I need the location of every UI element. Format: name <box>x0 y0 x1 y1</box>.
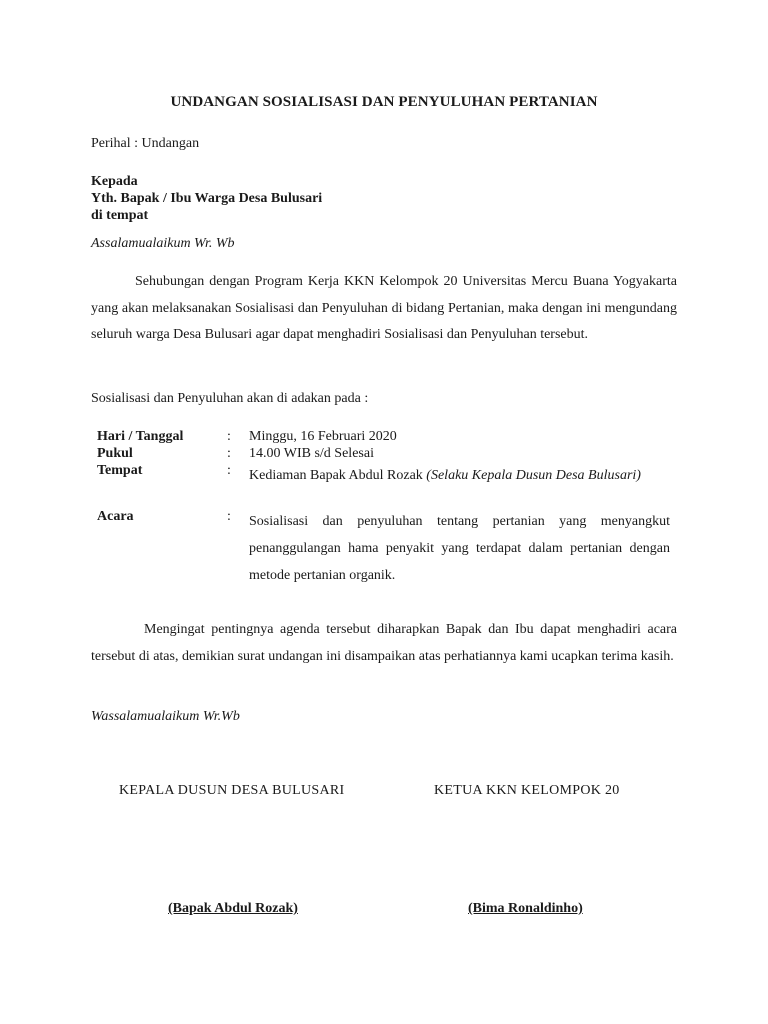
tempat-value: Kediaman Bapak Abdul Rozak <box>249 468 423 483</box>
acara-value: Sosialisasi dan penyuluhan tentang pertanian yang menyangkut penanggulangan hama penyakit yang terdapat dalam pertanian dengan metode pertanian organik. <box>249 514 670 583</box>
pukul-colon: : <box>227 446 231 461</box>
pukul-label: Pukul <box>97 446 133 461</box>
signature-left-title: KEPALA DUSUN DESA BULUSARI <box>119 783 345 798</box>
signature-right-title: KETUA KKN KELOMPOK 20 <box>434 783 620 798</box>
tempat-note: (Selaku Kepala Dusun Desa Bulusari) <box>426 468 641 483</box>
hari-tanggal-value: Minggu, 16 Februari 2020 <box>249 429 397 444</box>
acara-colon: : <box>227 509 231 524</box>
details-intro: Sosialisasi dan Penyuluhan akan di adakan pada : <box>91 391 369 406</box>
tempat-value-block <box>249 463 670 489</box>
acara-label: Acara <box>97 509 134 524</box>
recipient-kepada: Kepada <box>91 174 138 189</box>
perihal-line: Perihal : Undangan <box>91 136 200 151</box>
letter-title: UNDANGAN SOSIALISASI DAN PENYULUHAN PERTANIAN <box>170 94 598 110</box>
pukul-value: 14.00 WIB s/d Selesai <box>249 446 374 461</box>
tempat-label: Tempat <box>97 463 143 478</box>
recipient-name: Yth. Bapak / Ibu Warga Desa Bulusari <box>91 191 323 206</box>
opening-paragraph-text: Sehubungan dengan Program Kerja KKN Kelompok 20 Universitas Mercu Buana Yogyakarta yang akan melaksanakan Sosialisasi dan Penyuluhan di bidang Pertanian, maka dengan ini mengundang seluruh warga Desa Bulusari agar dapat menghadiri Sosialisasi dan Penyuluhan tersebut. <box>91 274 677 342</box>
signature-left-name: (Bapak Abdul Rozak) <box>168 901 298 916</box>
opening-greeting: Assalamualaikum Wr. Wb <box>91 236 235 251</box>
tempat-colon: : <box>227 463 231 478</box>
closing-paragraph <box>91 617 677 670</box>
opening-paragraph <box>91 269 677 349</box>
closing-greeting: Wassalamualaikum Wr.Wb <box>91 709 240 724</box>
signature-right-name: (Bima Ronaldinho) <box>468 901 583 916</box>
closing-paragraph-text: Mengingat pentingnya agenda tersebut diharapkan Bapak dan Ibu dapat menghadiri acara tersebut di atas, demikian surat undangan ini disampaikan atas perhatiannya kami ucapkan terima kasih. <box>91 622 677 664</box>
hari-tanggal-label: Hari / Tanggal <box>97 429 184 444</box>
recipient-place: di tempat <box>91 208 149 223</box>
hari-tanggal-colon: : <box>227 429 231 444</box>
